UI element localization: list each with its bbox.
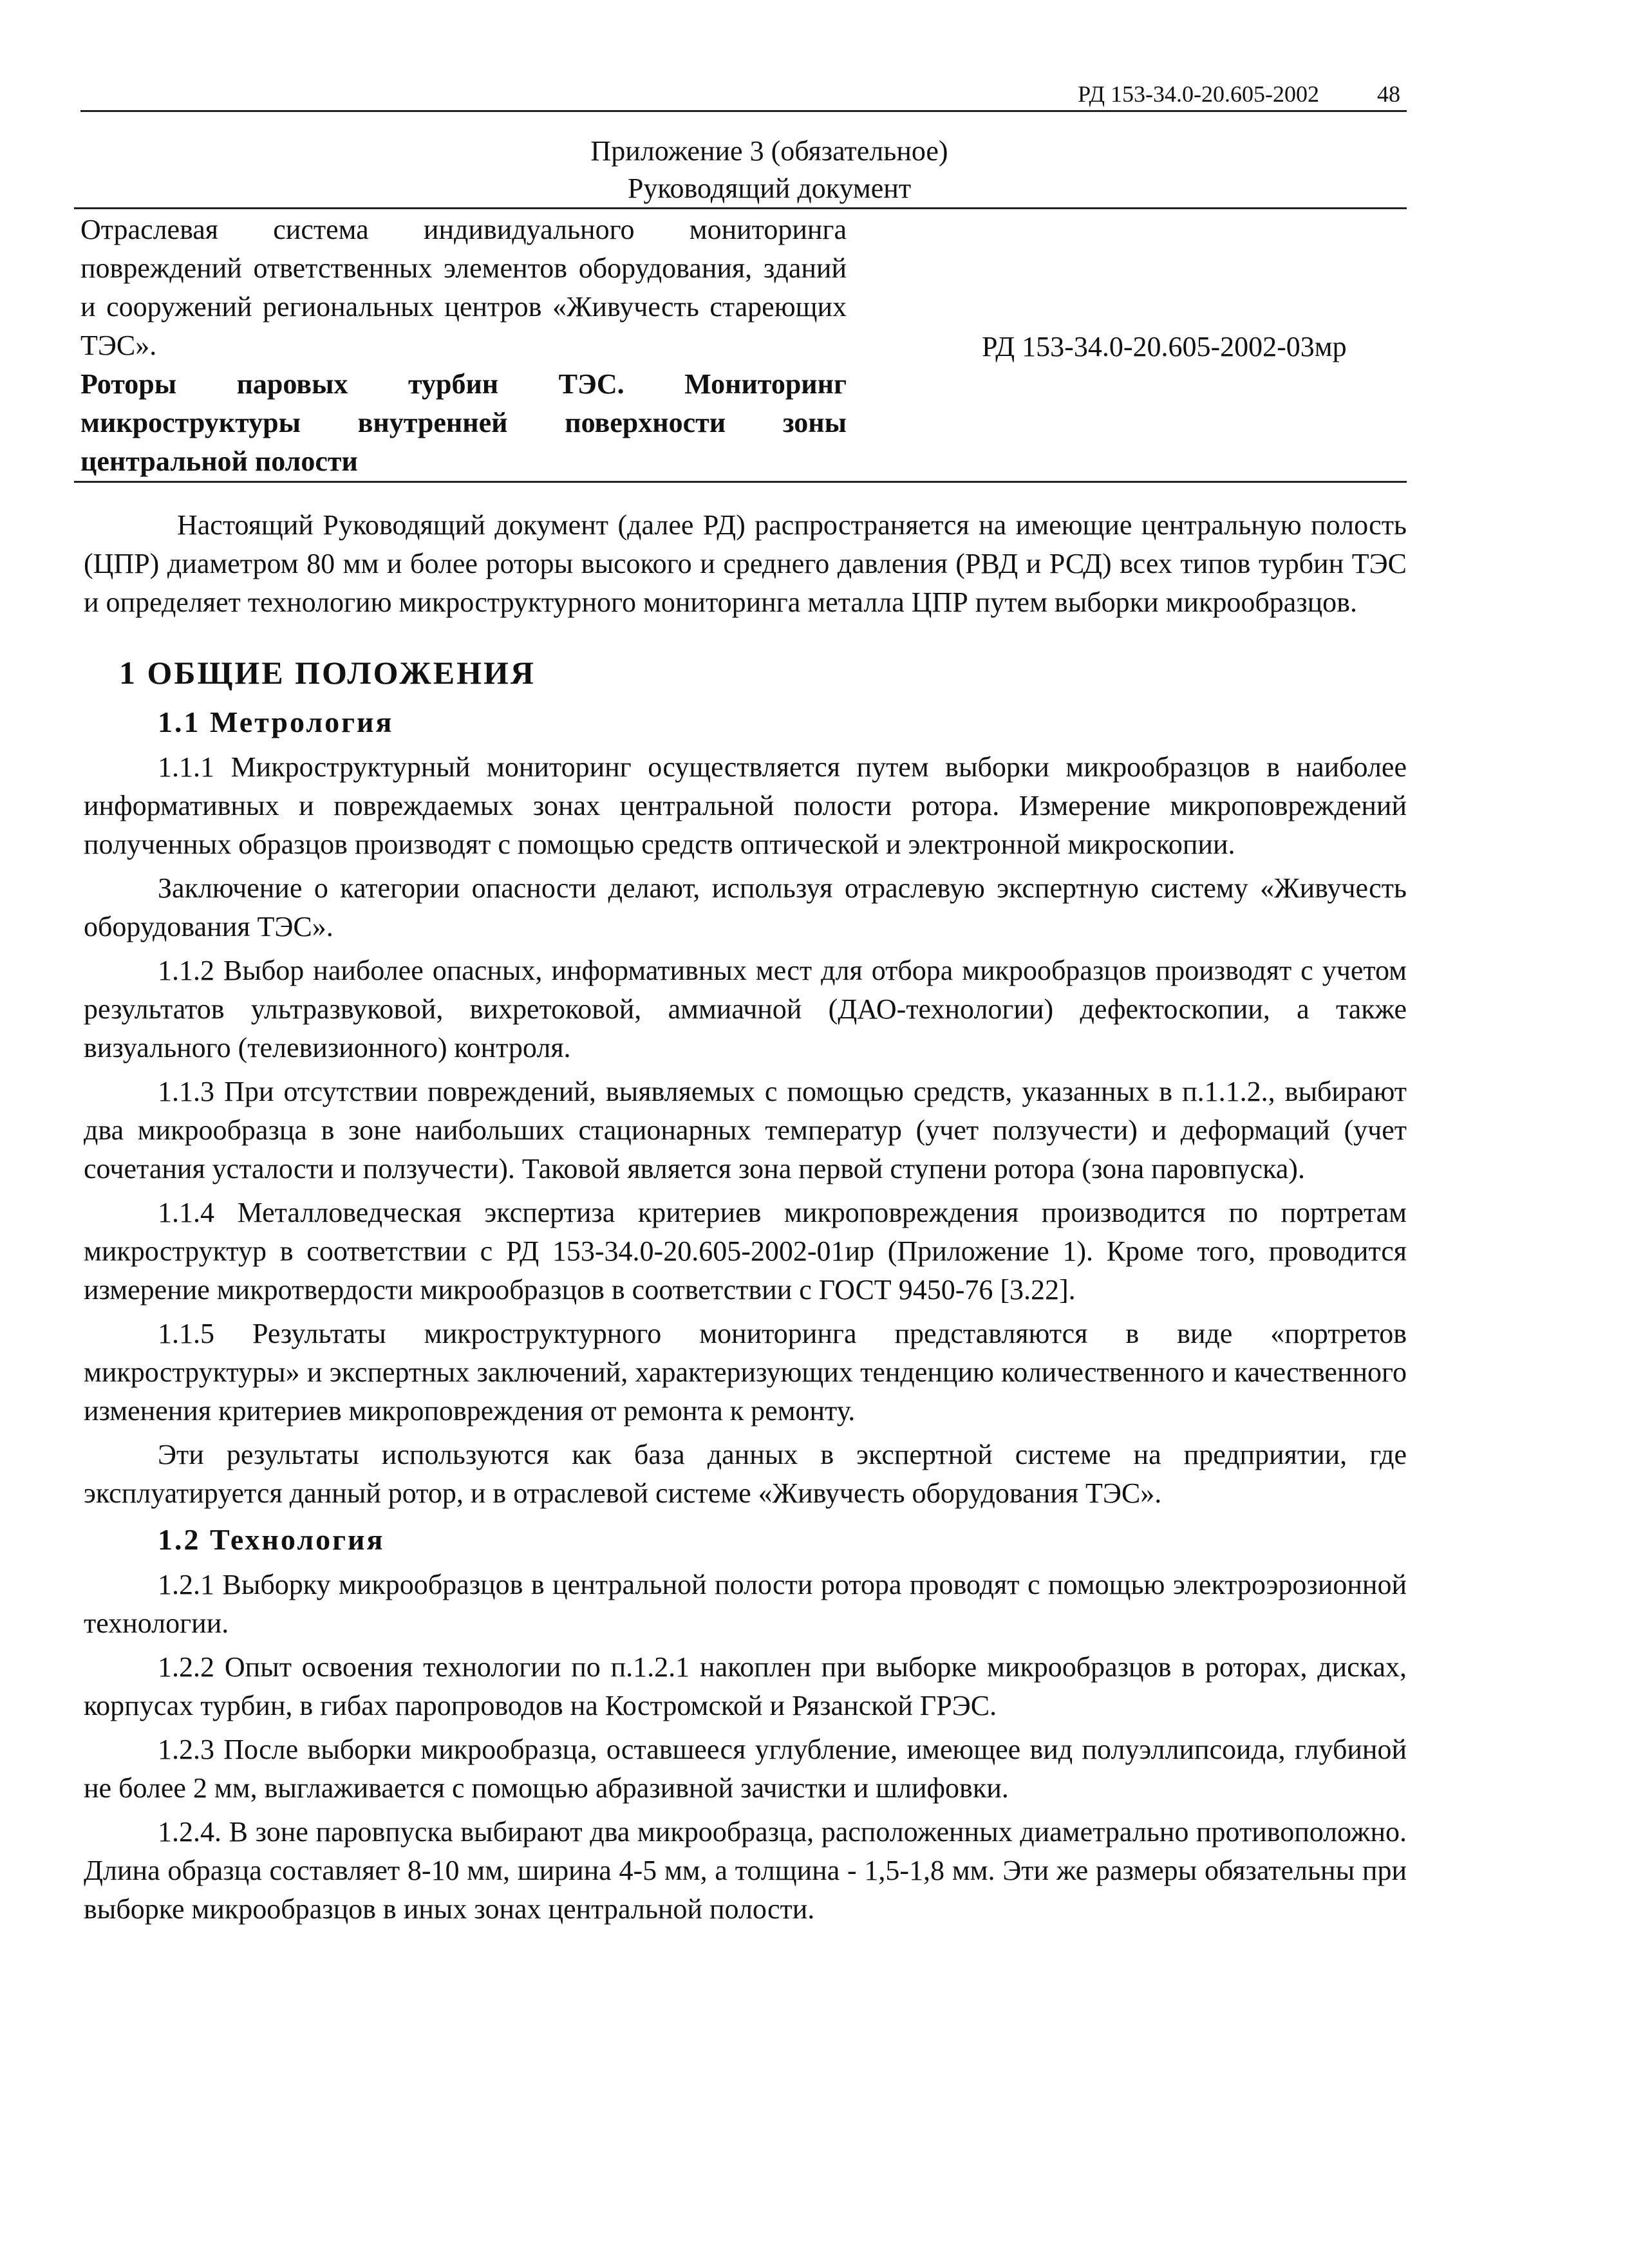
document-title [80,211,847,481]
page-number: 48 [1377,81,1400,107]
running-header [80,80,1407,112]
paragraph: 1.2.2 Опыт освоения технологии по п.1.2.1 накоплен при выборке микрообразцов в роторах, дисках, корпусах турбин, в гибах паропроводов на Костромской и Рязанской ГРЭС. [84,1651,1407,1721]
divider-top [74,207,1407,209]
paragraph: 1.1.1 Микроструктурный мониторинг осуществляется путем выборки микрообразцов в наиболее информативных и повреждаемых зонах центральной полости ротора. Измерение микроповреждений полученных образцов производят с помощью средств оптической и электронной микроскопии. [84,751,1407,860]
paragraph: 1.1.4 Металловедческая экспертиза критериев микроповреждения производится по портретам микроструктур в соответствии с РД 153-34.0-20.605-2002-01ир (Приложение 1). Кроме того, проводится измерение микротвердости микрообразцов в соответствии с ГОСТ 9450-76 [3.22]. [84,1197,1407,1306]
paragraph: 1.1.5 Результаты микроструктурного мониторинга представляются в виде «портретов микроструктуры» и экспертных заключений, характеризующих тенденцию количественного и качественного изменения критериев микроповреждения от ремонта к ремонту. [84,1318,1407,1427]
paragraph: 1.1.2 Выбор наиболее опасных, информативных мест для отбора микрообразцов производят с учетом результатов ультразвуковой, вихретоковой, аммиачной (ДАО-технологии) дефектоскопии, а также визуального (телевизионного) контроля. [84,955,1407,1063]
section-1-heading: 1 ОБЩИЕ ПОЛОЖЕНИЯ [119,655,536,691]
appendix-heading [80,133,1407,207]
section-1-2-heading: 1.2 Технология [158,1523,385,1556]
document-page [80,80,1407,1929]
title-normal-text: Отраслевая система индивидуального мониторинга повреждений ответственных элементов оборудования, зданий и сооружений региональных центров «Живучесть стареющих ТЭС». [80,214,847,361]
appendix-doc-type: Руководящий документ [627,173,912,204]
section-1-1-heading: 1.1 Метрология [158,706,394,738]
header-doc-code: РД 153-34.0-20.605-2002 [1078,81,1319,107]
paragraph: Эти результаты используются как база данных в экспертной системе на предприятии, где эксплуатируется данный ротор, и в отраслевой системе «Живучесть оборудования ТЭС». [84,1439,1407,1509]
paragraph: 1.2.4. В зоне паровпуска выбирают два микрообразца, расположенных диаметрально противоположно. Длина образца составляет 8-10 мм, ширина 4-5 мм, а толщина - 1,5-1,8 мм. Эти же размеры обязательны при выборке микрообразцов в иных зонах центральной полости. [84,1816,1407,1925]
paragraph: 1.2.3 После выборки микрообразца, оставшееся углубление, имеющее вид полуэллипсоида, глубиной не более 2 мм, выглаживается с помощью абразивной зачистки и шлифовки. [84,1734,1407,1804]
title-bold-text: Роторы паровых турбин ТЭС. Мониторинг микроструктуры внутренней поверхности зоны центральной полости [80,368,847,477]
document-designation: РД 153-34.0-20.605-2002-03мр [982,331,1347,362]
paragraph: 1.2.1 Выборку микрообразцов в центральной полости ротора проводят с помощью электроэрозионной технологии. [84,1569,1407,1639]
title-block [80,211,1407,481]
appendix-label: Приложение 3 (обязательное) [590,135,948,167]
intro-paragraph: Настоящий Руководящий документ (далее РД) распространяется на имеющие центральную полость (ЦПР) диаметром 80 мм и более роторы высокого и среднего давления (РВД и РСД) всех типов турбин ТЭС и определяет технологию микроструктурного мониторинга металла ЦПР путем выборки микрообразцов. [84,509,1407,618]
paragraph: Заключение о категории опасности делают, используя отраслевую экспертную систему «Живучесть оборудования ТЭС». [84,872,1407,942]
divider-title [74,481,1407,483]
paragraph: 1.1.3 При отсутствии повреждений, выявляемых с помощью средств, указанных в п.1.1.2., выбирают два микрообразца в зоне наибольших стационарных температур (учет ползучести) и деформаций (учет сочетания усталости и ползучести). Таковой является зона первой ступени ротора (зона паровпуска). [84,1076,1407,1184]
